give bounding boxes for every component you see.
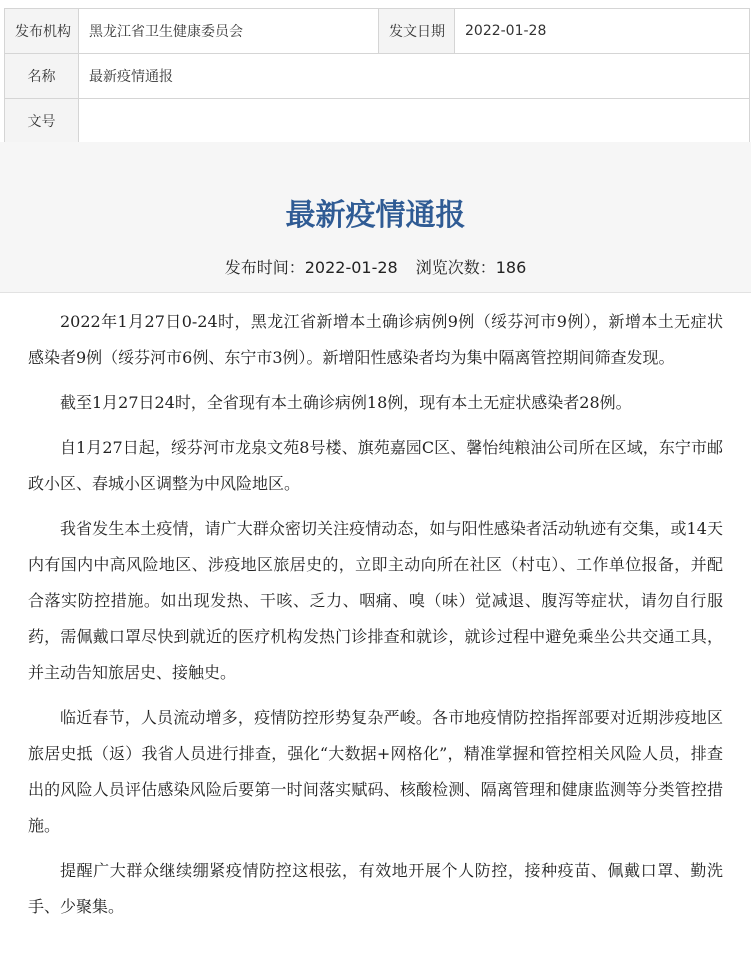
paragraph-spring-festival: 临近春节，人员流动增多，疫情防控形势复杂严峻。各市地疫情防控指挥部要对近期涉疫地区旅居史抵（返）我省人员进行排查，强化“大数据+网格化”，精准掌握和管控相关风险人员，排查出的风险人员评估感染风险后要第一时间落实赋码、核酸检测、隔离管理和健康监测等分类管控措施。: [28, 708, 723, 835]
document-number-label: 文号: [5, 99, 79, 144]
view-count-label: 浏览次数：: [415, 258, 496, 277]
document-metadata-table: [4, 8, 750, 144]
name-label: 名称: [5, 54, 79, 99]
metadata-row-issuer: [5, 9, 750, 54]
issue-date-value: 2022-01-28: [455, 9, 750, 54]
paragraph-public-advice: 我省发生本土疫情，请广大群众密切关注疫情动态，如与阳性感染者活动轨迹有交集，或14天内有国内中高风险地区、涉疫地区旅居史的，立即主动向所在社区（村屯）、工作单位报备，并配合落实防控措施。如出现发热、干咳、乏力、咽痛、嗅（味）觉减退、腹泻等症状，请勿自行服药，需佩戴口罩尽快到就近的医疗机构发热门诊排查和就诊，就诊过程中避免乘坐公共交通工具，并主动告知旅居史、接触史。: [28, 519, 723, 682]
document-number-value: [79, 99, 750, 144]
paragraph-case-summary: 2022年1月27日0-24时，黑龙江省新增本土确诊病例9例（绥芬河市9例），新增本土无症状感染者9例（绥芬河市6例、东宁市3例）。新增阳性感染者均为集中隔离管控期间筛查发现。: [28, 312, 723, 367]
header-divider: [0, 292, 751, 293]
publish-time-value: 2022-01-28: [304, 258, 398, 277]
issuer-label: 发布机构: [5, 9, 79, 54]
paragraph-current-totals: 截至1月27日24时，全省现有本土确诊病例18例，现有本土无症状感染者28例。: [60, 393, 632, 412]
article-title: 最新疫情通报: [285, 198, 466, 233]
paragraph-risk-areas: 自1月27日起，绥芬河市龙泉文苑8号楼、旗苑嘉园C区、馨怡纯粮油公司所在区域，东宁市邮政小区、春城小区调整为中风险地区。: [28, 438, 723, 493]
article-body: [28, 304, 723, 934]
paragraph-reminder: 提醒广大群众继续绷紧疫情防控这根弦，有效地开展个人防控，接种疫苗、佩戴口罩、勤洗手、少聚集。: [28, 861, 723, 916]
issue-date-label: 发文日期: [379, 9, 455, 54]
metadata-row-docno: [5, 99, 750, 144]
name-value: 最新疫情通报: [79, 54, 750, 99]
metadata-row-name: [5, 54, 750, 99]
issuer-value: 黑龙江省卫生健康委员会: [79, 9, 379, 54]
publish-time-label: 发布时间：: [224, 258, 305, 277]
view-count-value: 186: [495, 258, 527, 277]
article-info: [0, 256, 751, 280]
